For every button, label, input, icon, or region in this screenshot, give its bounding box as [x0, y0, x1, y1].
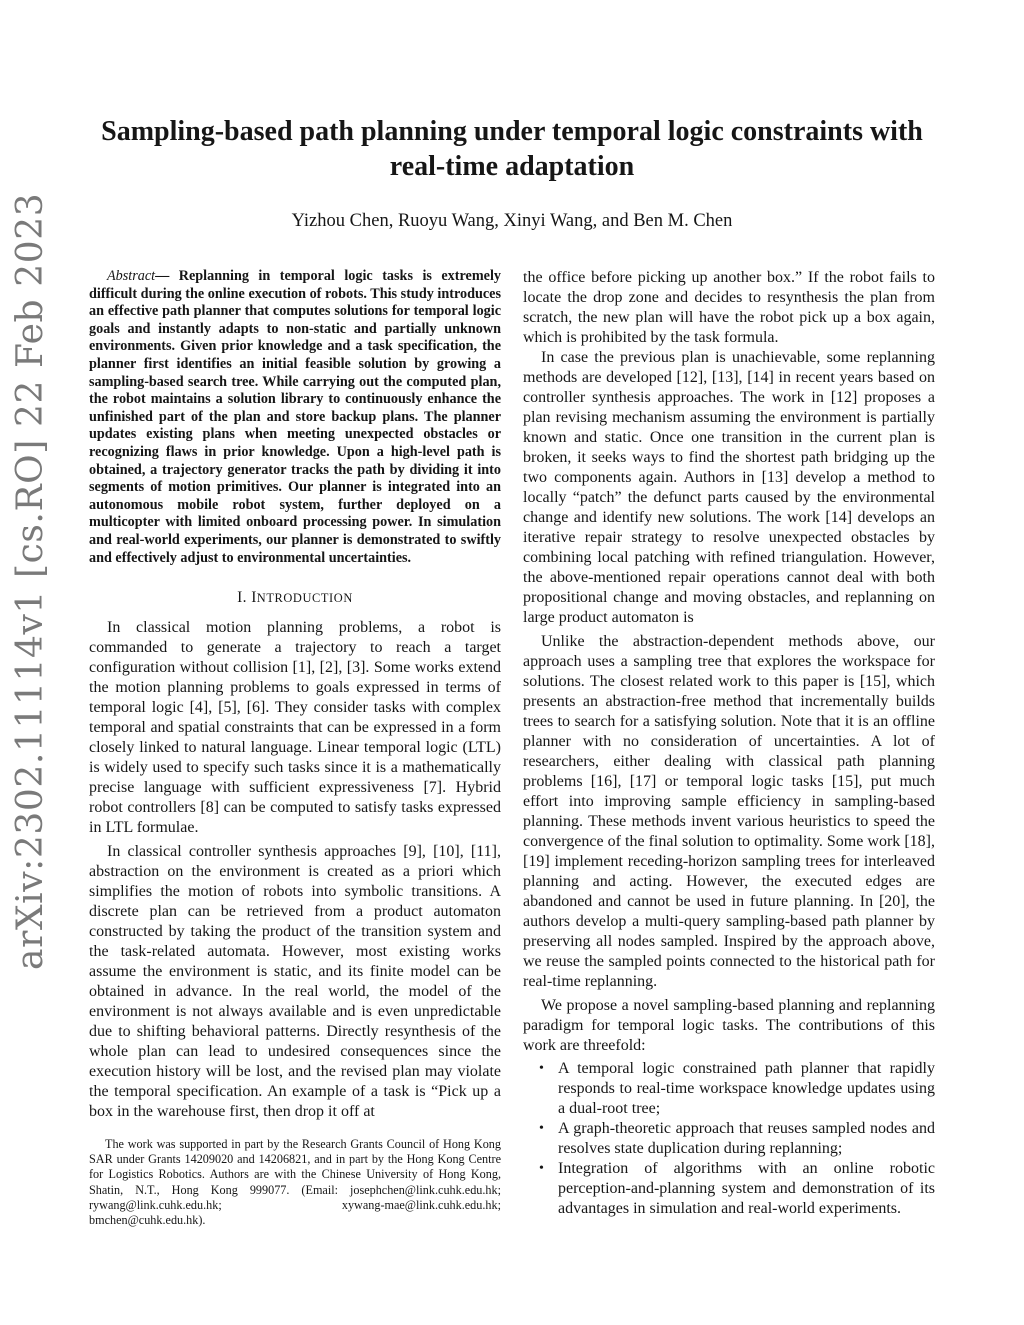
abstract-body: Replanning in temporal logic tasks is extremely difficult during the online execution of robots. This study introduces an effective path planner that computes solutions for temporal logic goals and instantly adapts to non-static and partially unknown environments. Given prior knowledge and a task specification, the planner first identifies an initial feasible solution by growing a sampling-based search tree. While carrying out the computed plan, the robot maintains a solution library to continuously enhance the unfinished part of the plan and store backup plans. The planner updates existing plans when meeting unexpected obstacles or recognizing flaws in prior knowledge. Upon a high-level path is obtained, a trajectory generator tracks the path by dividing it into segments of motion primitives. Our planner is integrated into an autonomous mobile robot system, further deployed on a multicopter with limited onboard processing power. In simulation and real-world experiments, our planner is demonstrated to swiftly and effectively adjust to environmental uncertainties. — [89, 268, 501, 566]
list-item — [523, 1159, 935, 1219]
intro-paragraph-3: In case the previous plan is unachievable, some replanning methods are developed [12], [13], [14] in recent years based on controller synthesis approaches. The work in [12] proposes a plan revising mechanism assuming the environment is partially known and static. Once one transition in the current plan is broken, it seeks ways to find the shortest path bridging up the two components again. Authors in [13] develop a method to locally “patch” the defunct parts caused by the environmental change and identify new solutions. The work [14] develops an iterative repair strategy to resolve unexpected obstacles by combining local patching with refined triangulation. However, the above-mentioned repair operations cannot deal with both propositional change and moving obstacles, and replanning on large product automaton is — [523, 349, 935, 626]
contribution-text: A graph-theoretic approach that reuses sampled nodes and resolves state duplication during replanning; — [558, 1120, 935, 1157]
author-list: Yizhou Chen, Ruoyu Wang, Xinyi Wang, and Ben M. Chen — [291, 211, 733, 231]
list-item — [523, 1119, 935, 1159]
intro-paragraph-5: We propose a novel sampling-based planning and replanning paradigm for temporal logic tasks. The contributions of this work are threefold: — [523, 997, 935, 1054]
bullet-icon: • — [539, 1061, 544, 1076]
arxiv-side-label[interactable]: arXiv:2302.11114v1 [cs.RO] 22 Feb 2023 — [10, 192, 51, 970]
left-column — [89, 268, 501, 1122]
section-rest: NTRODUCTION — [256, 591, 353, 606]
abstract-dash: — — [155, 268, 179, 284]
intro-paragraph-continued: the office before picking up another box.” If the robot fails to locate the drop zone and decides to resynthesis the plan from scratch, the new plan will have the robot pick up a box again, which is prohibited by the task formula. — [523, 269, 935, 346]
list-item — [523, 1059, 935, 1119]
section-numeral: I. — [237, 589, 247, 607]
section-initial: I — [251, 589, 257, 607]
abstract-label: Abstract — [107, 268, 156, 284]
paper-title: Sampling-based path planning under temporal logic constraints with real-time adaptation — [101, 116, 923, 182]
intro-paragraph-4: Unlike the abstraction-dependent methods above, our approach uses a sampling tree that explores the workspace for solutions. The closest related work to this paper is [15], which presents an abstraction-free method that incrementally builds trees to search for a satisfying solution. Note that it is an offline planner with no consideration of uncertainties. A lot of researchers, either dealing with classical path planning problems [16], [17] or temporal logic tasks [15], put much effort into improving sample efficiency in sampling-based planning. These methods invent various heuristics to speed the convergence of the final solution to optimality. Some work [18], [19] implement receding-horizon sampling trees for interleaved planning and acting. However, the executed edges are abandoned and cannot be used in future planning. In [20], the authors develop a multi-query sampling-based path planner by preserving all nodes sampled. Inspired by the approach above, we reuse the sampled points connected to the historical path for real-time replanning. — [523, 633, 935, 990]
right-column — [523, 268, 935, 1219]
bullet-icon: • — [539, 1161, 544, 1176]
intro-paragraph-2: In classical controller synthesis approaches [9], [10], [11], abstraction on the environment is created as a priori which simplifies the motion of robots into symbolic transitions. A discrete plan can be retrieved from a product automaton constructed by taking the product of the transition system and the task-related automata. However, most existing works assume the environment is static, and its finite model can be obtained in advance. In the real world, the model of the environment is not always available and is even unpredictable due to shifting behavioral patterns. Directly resynthesis of the whole plan can lead to undesired consequences since the execution history will be lost, and the revised plan may violate the temporal specification. An example of a task is “Pick up a box in the warehouse first, then drop it off at — [89, 843, 501, 1121]
abstract — [89, 268, 501, 567]
section-heading-introduction — [89, 588, 501, 608]
contribution-list — [523, 1059, 935, 1219]
bullet-icon: • — [539, 1121, 544, 1136]
contribution-text: A temporal logic constrained path planner that rapidly responds to real-time workspace knowledge updates using a dual-root tree; — [558, 1060, 935, 1117]
intro-paragraph-1: In classical motion planning problems, a robot is commanded to generate a trajectory to reach a target configuration without collision [1], [2], [3]. Some works extend the motion planning problems to goals expressed in terms of temporal logic [4], [5], [6]. They consider tasks with complex temporal and spatial constraints that can be expressed in a form closely linked to natural language. Linear temporal logic (LTL) is widely used to specify such tasks since it is a mathematically precise language with sufficient expressiveness [7]. Hybrid robot controllers [8] can be computed to satisfy tasks expressed in LTL formulae. — [89, 619, 501, 837]
funding-footnote: The work was supported in part by the Research Grants Council of Hong Kong SAR under Grants 14209020 and 14206821, and in part by the Hong Kong Centre for Logistics Robotics. Authors are with the Chinese University of Hong Kong, Shatin, N.T., Hong Kong 999077. (Email: josephchen@link.cuhk.edu.hk; rywang@link.cuhk.edu.hk; xywang-mae@link.cuhk.edu.hk; bmchen@cuhk.edu.hk). — [89, 1137, 501, 1228]
contribution-text: Integration of algorithms with an online robotic perception-and-planning system and demonstration of its advantages in simulation and real-world experiments. — [558, 1160, 935, 1217]
